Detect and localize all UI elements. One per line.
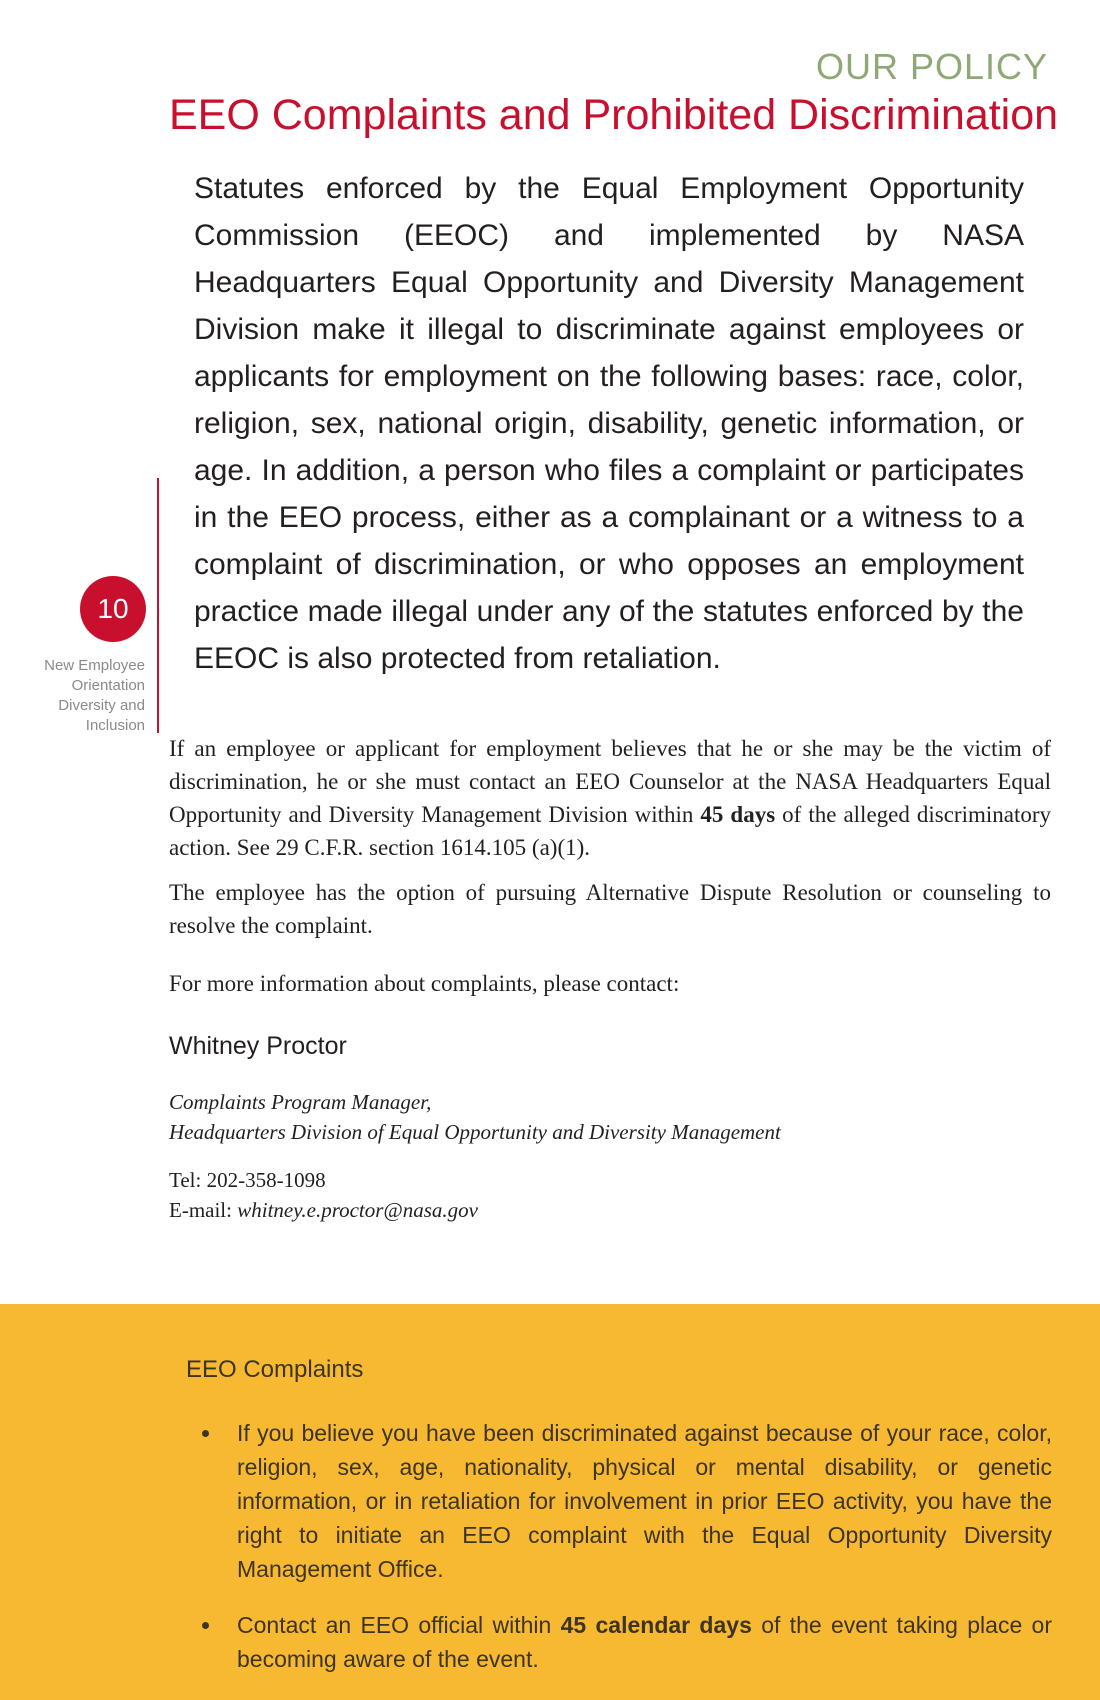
section-label: OUR POLICY [815, 46, 1048, 87]
sidebar-caption [20, 656, 145, 736]
callout-bullet-text: Contact an EEO official within [237, 1612, 552, 1638]
contact-details [169, 1165, 1051, 1225]
contact-role [169, 1087, 1051, 1147]
callout-bullet-text: of the event taking place or becoming aware of the event. [237, 1612, 1053, 1672]
contact-role-title: Complaints Program Manager, [169, 1090, 432, 1114]
filing-deadline-days: 45 days [700, 802, 776, 827]
contact-role-division: Headquarters Division of Equal Opportunity and Diversity Management [169, 1120, 781, 1144]
filing-deadline-citation: of the alleged discriminatory action. See 29 C.F.R. section 1614.105 (a)(1). [169, 802, 1052, 860]
sidebar-caption-line: Orientation [71, 677, 145, 694]
contact-phone: Tel: 202-358-1098 [169, 1168, 326, 1192]
callout-bullet: If you believe you have been discriminated against because of your race, color, religion, sex, age, nationality, physical or mental disability, or genetic information, or in retaliation for involvement in prior EEO activity, you have the right to initiate an EEO complaint with the Equal Opportunity Diversity Management Office. [200, 1416, 1052, 1586]
adr-paragraph: The employee has the option of pursuing Alternative Dispute Resolution or counseling to resolve the complaint. [169, 880, 1051, 938]
margin-rule [157, 478, 159, 733]
callout-title: EEO Complaints [186, 1356, 364, 1383]
contact-intro: For more information about complaints, please contact: [169, 971, 680, 996]
intro-statement [194, 165, 1024, 682]
callout-bullet [200, 1608, 1052, 1676]
page-number-badge: 10 [80, 576, 146, 642]
callout-deadline: 45 calendar days [560, 1612, 752, 1638]
callout-box [0, 1304, 1100, 1700]
filing-deadline-text: If an employee or applicant for employment believes that he or she may be the victim of discrimination, he or she must contact an EEO Counselor at the NASA Headquarters Equal Opportunity and Diversity Management Division within [169, 736, 1051, 827]
sidebar-caption-line: Inclusion [85, 717, 145, 734]
email-label: E-mail: [169, 1198, 232, 1222]
body-text [169, 732, 1051, 1225]
email-link[interactable]: whitney.e.proctor@nasa.gov [237, 1198, 478, 1222]
intro-paragraph: Statutes enforced by the Equal Employment Opportunity Commission (EEOC) and implemented by NASA Headquarters Equal Opportunity and Diversity Management Division make it illegal to discriminate against employees or applicants for employment on the following bases: race, color, religion, sex, national origin, disability, genetic information, or age. In addition, a person who files a complaint or participates in the EEO process, either as a complainant or a witness to a complaint of discrimination, or who opposes an employment practice made illegal under any of the statutes enforced by the EEOC is also protected from retaliation. [194, 172, 1024, 675]
contact-email-line [169, 1195, 1051, 1225]
page-title: EEO Complaints and Prohibited Discrimination [169, 91, 1059, 139]
callout-list [200, 1416, 1052, 1698]
contact-name: Whitney Proctor [169, 1032, 347, 1060]
filing-deadline-paragraph [169, 732, 1051, 864]
sidebar-caption-line: New Employee [44, 657, 145, 674]
sidebar-caption-line: Diversity and [58, 697, 145, 714]
